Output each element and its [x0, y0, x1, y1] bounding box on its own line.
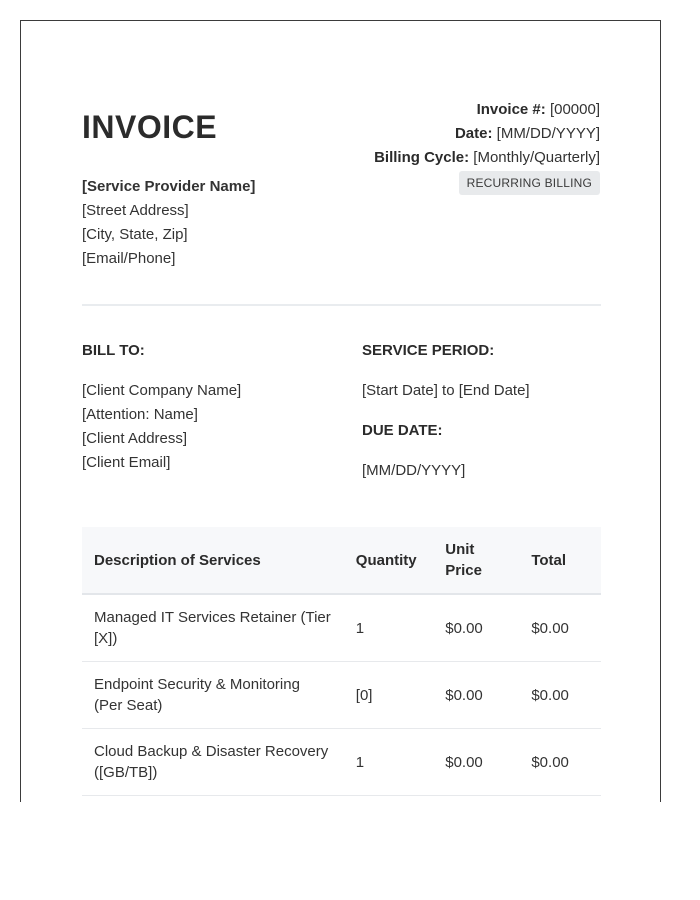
header-unit-price: Unit Price	[433, 527, 519, 594]
row-total: $0.00	[519, 594, 601, 662]
header-quantity: Quantity	[344, 527, 433, 594]
client-address: [Client Address]	[82, 430, 188, 447]
bill-to-heading: BILL TO:	[82, 342, 145, 359]
row-unit-price: $0.00	[433, 662, 519, 729]
due-date-value: [MM/DD/YYYY]	[362, 462, 466, 479]
services-table	[82, 527, 601, 796]
row-unit-price: $0.00	[433, 729, 519, 796]
billing-cycle-label: Billing Cycle:	[374, 149, 470, 166]
service-period-heading: SERVICE PERIOD:	[362, 342, 495, 359]
provider-street: [Street Address]	[82, 202, 189, 219]
table-row	[82, 729, 601, 796]
client-email: [Client Email]	[82, 454, 171, 471]
row-total: $0.00	[519, 729, 601, 796]
header-divider	[82, 304, 601, 306]
table-row	[82, 662, 601, 729]
row-total: $0.00	[519, 662, 601, 729]
invoice-date-line	[374, 122, 600, 146]
bill-to-section	[82, 339, 241, 475]
row-description: Endpoint Security & Monitoring (Per Seat)	[82, 662, 344, 729]
invoice-meta	[374, 98, 600, 195]
client-attention: [Attention: Name]	[82, 406, 198, 423]
client-company: [Client Company Name]	[82, 382, 242, 399]
table-header-row	[82, 527, 601, 594]
invoice-title: INVOICE	[82, 109, 218, 145]
header-description: Description of Services	[82, 527, 344, 594]
row-description: Cloud Backup & Disaster Recovery ([GB/TB])	[82, 729, 344, 796]
row-quantity: 1	[344, 729, 433, 796]
provider-name: [Service Provider Name]	[82, 178, 256, 195]
due-date-heading: DUE DATE:	[362, 422, 443, 439]
provider-city: [City, State, Zip]	[82, 226, 188, 243]
provider-contact: [Email/Phone]	[82, 250, 176, 267]
invoice-page	[20, 20, 661, 802]
invoice-date-value: [MM/DD/YYYY]	[492, 125, 600, 142]
invoice-number-line	[374, 98, 600, 122]
billing-cycle-line	[374, 146, 600, 170]
row-quantity: 1	[344, 594, 433, 662]
invoice-number-value: [00000]	[545, 101, 600, 118]
recurring-billing-badge: RECURRING BILLING	[459, 171, 600, 195]
row-description: Managed IT Services Retainer (Tier [X])	[82, 594, 344, 662]
invoice-date-label: Date:	[454, 125, 493, 142]
service-period-section	[362, 339, 530, 483]
billing-cycle-value: [Monthly/Quarterly]	[469, 149, 600, 166]
service-period-value: [Start Date] to [End Date]	[362, 382, 530, 399]
invoice-number-label: Invoice #:	[476, 101, 546, 118]
row-quantity: [0]	[344, 662, 433, 729]
row-unit-price: $0.00	[433, 594, 519, 662]
provider-block	[82, 175, 255, 271]
header-total: Total	[519, 527, 601, 594]
table-row	[82, 594, 601, 662]
